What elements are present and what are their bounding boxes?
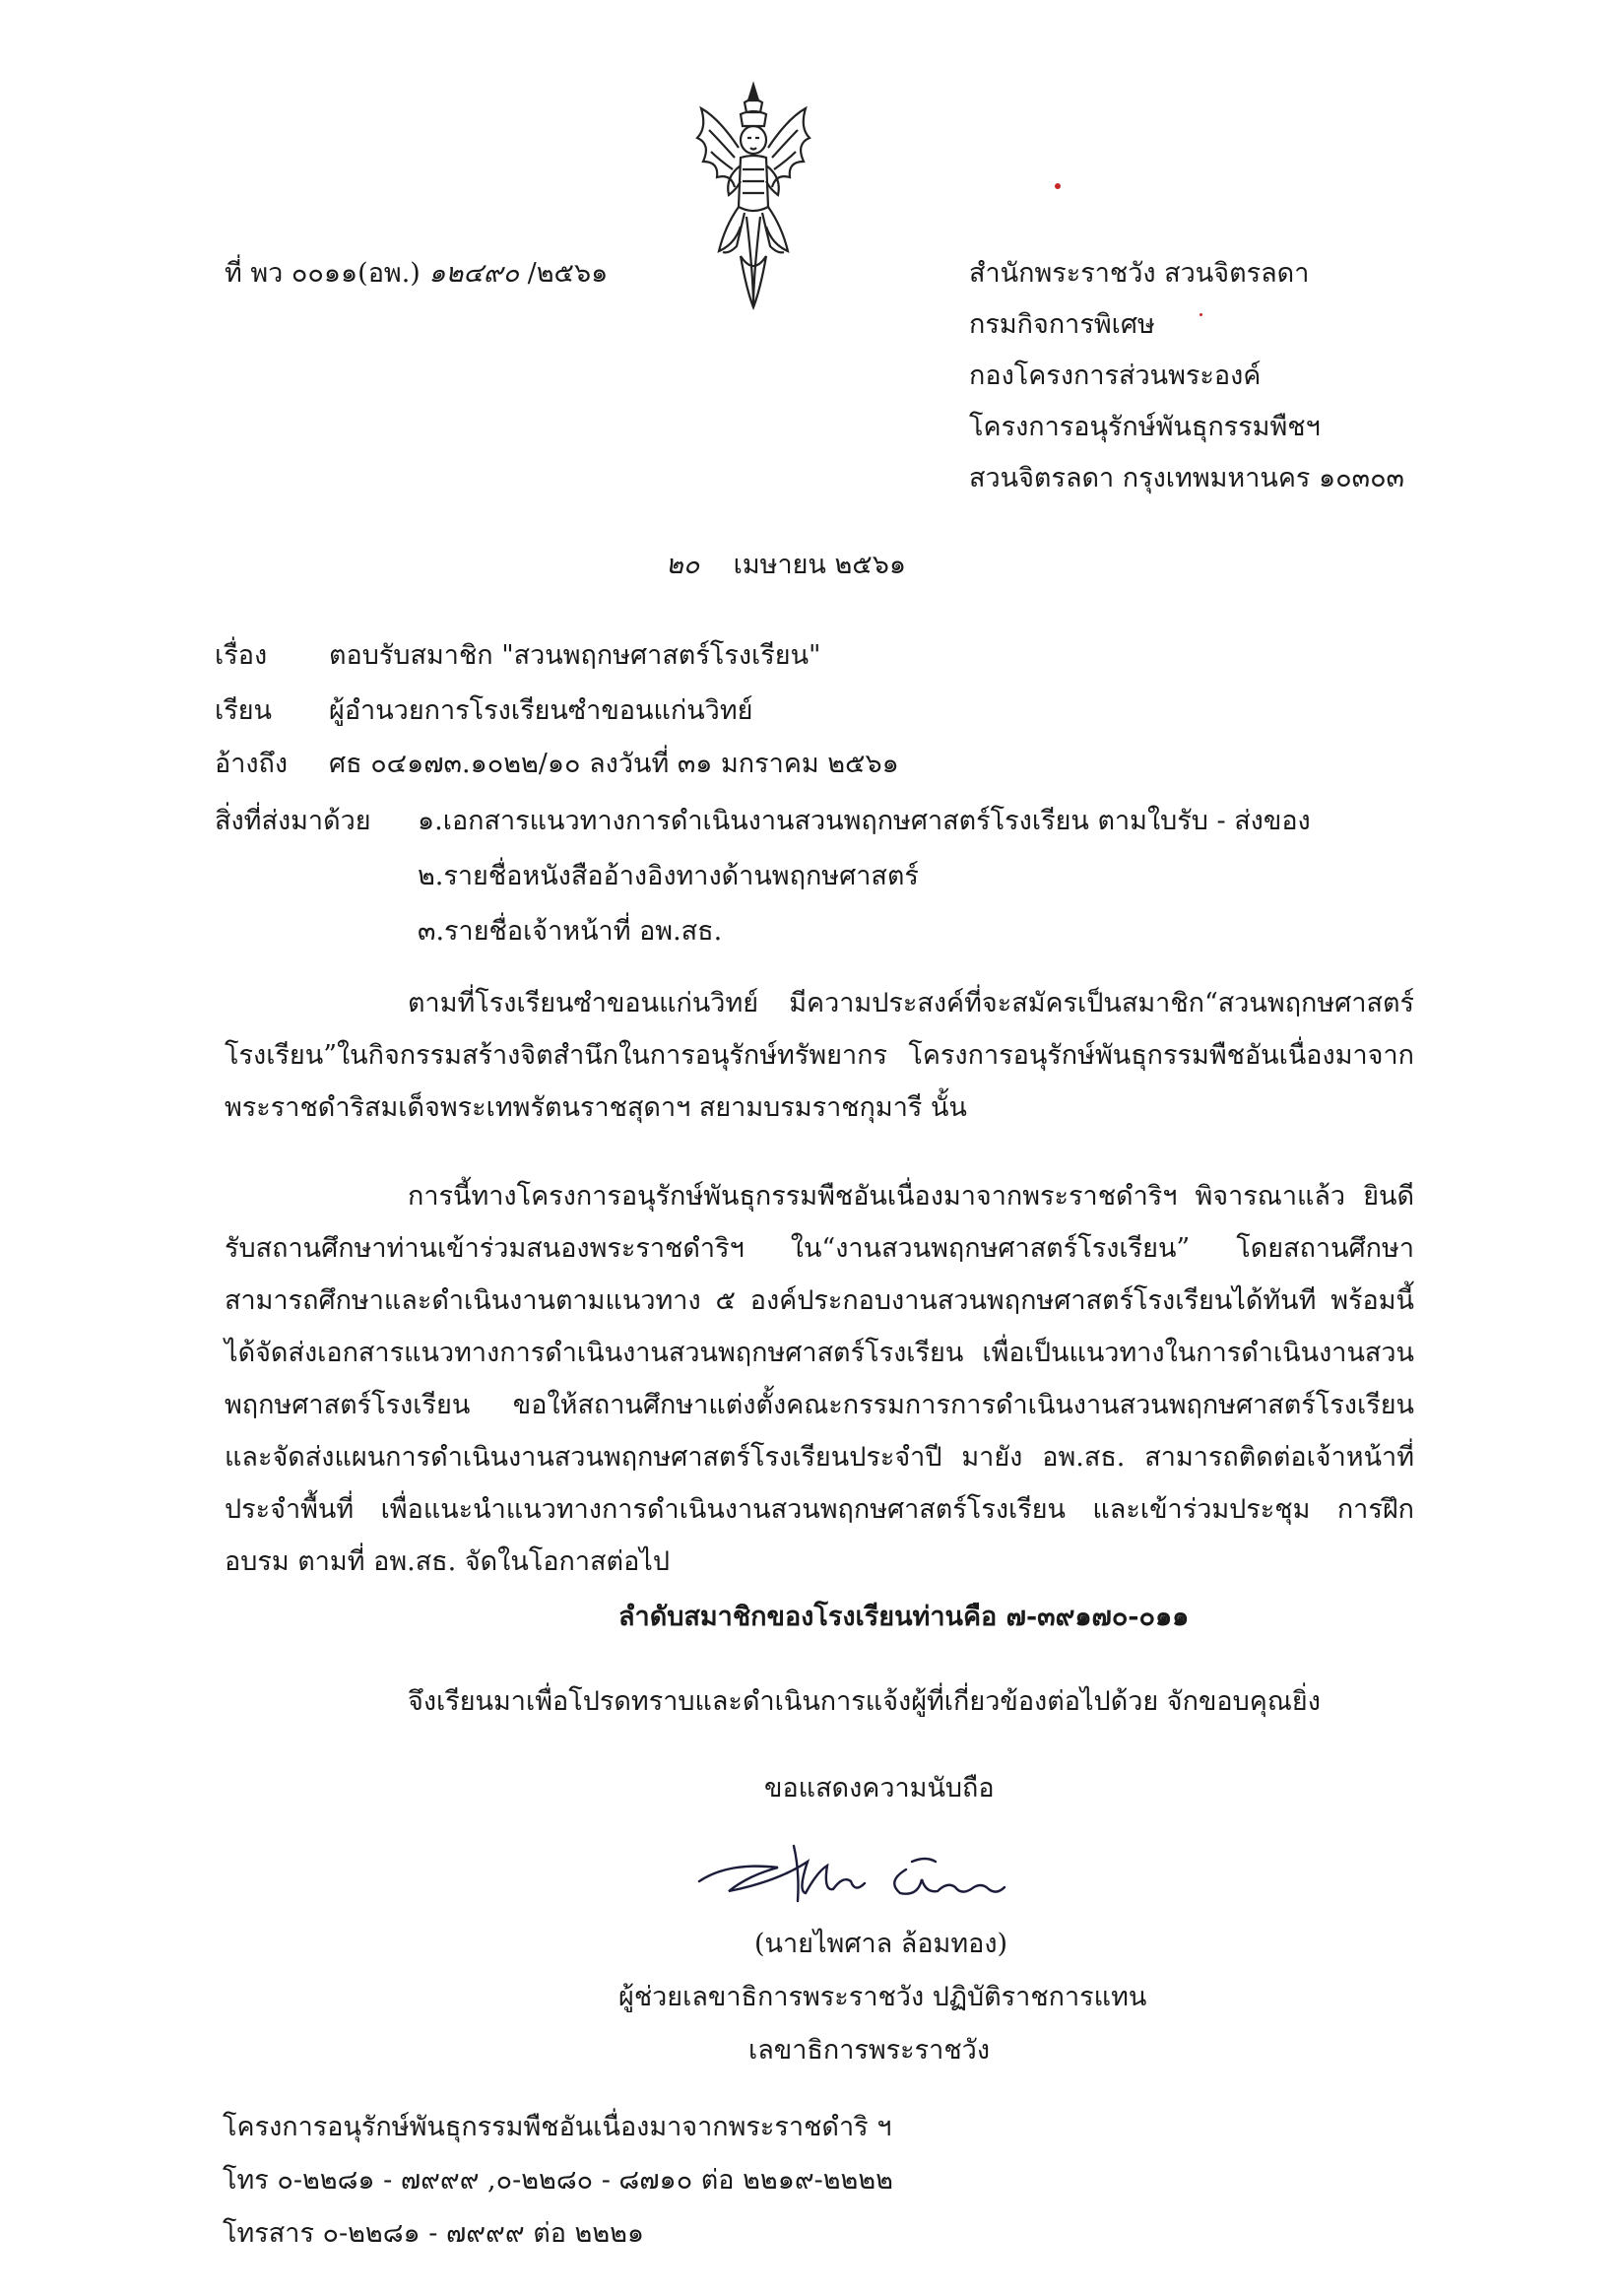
enclosure-item: ๓.รายชื่อเจ้าหน้าที่ อพ.สธ. <box>418 916 723 947</box>
reference-prefix: ที่ พว ๐๐๑๑(อพ.) <box>225 258 421 289</box>
enclosure-label: สิ่งที่ส่งมาด้วย <box>215 806 371 836</box>
letter-date <box>666 550 906 581</box>
reference-number <box>225 258 608 290</box>
enclosure-list <box>418 806 1311 971</box>
handwritten-signature <box>689 1832 1044 1921</box>
footer-fax: โทรสาร ๐-๒๒๘๑ - ๗๙๙๙ ต่อ ๒๒๒๑ <box>223 2218 645 2249</box>
footer-phone: โทร ๐-๒๒๘๑ - ๗๙๙๙ ,๐-๒๒๘๐ - ๘๗๑๐ ต่อ ๒๒๑๙-๒๒๒๒ <box>223 2165 893 2196</box>
subject-row <box>215 640 820 672</box>
office-line: กรมกิจการพิเศษ <box>969 309 1155 340</box>
footer-organization: โครงการอนุรักษ์พันธุกรรมพืชอันเนื่องมาจากพระราชดำริ ฯ <box>223 2112 892 2142</box>
closing-sentence: จึงเรียนมาเพื่อโปรดทราบและดำเนินการแจ้งผู้ที่เกี่ยวข้องต่อไปด้วย จักขอบคุณยิ่ง <box>408 1686 1321 1717</box>
garuda-emblem-icon <box>689 79 817 315</box>
body-paragraph-1: ตามที่โรงเรียนซำขอนแก่นวิทย์ มีความประสงค์ที่จะสมัครเป็นสมาชิก“สวนพฤกษศาสตร์โรงเรียน”ในกิจกรรมสร้างจิตสำนึกในการอนุรักษ์ทรัพยากร โครงการอนุรักษ์พันธุกรรมพืชอันเนื่องมาจากพระราชดำริสมเด็จพระเทพรัตนราชสุดาฯ สยามบรมราชกุมารี นั้น <box>225 988 1414 1123</box>
reference-label: อ้างถึง <box>215 749 289 779</box>
recipient-text: ผู้อำนวยการโรงเรียนซำขอนแก่นวิทย์ <box>329 695 753 726</box>
recipient-label: เรียน <box>215 695 273 726</box>
date-month-year: เมษายน ๒๕๖๑ <box>733 550 906 580</box>
reference-year: /๒๕๖๑ <box>527 258 609 289</box>
subject-label: เรื่อง <box>215 640 268 671</box>
red-speck <box>1055 183 1061 189</box>
office-line: สวนจิตรลดา กรุงเทพมหานคร ๑๐๓๐๓ <box>969 463 1405 493</box>
office-line: โครงการอนุรักษ์พันธุกรรมพืชฯ <box>969 412 1321 442</box>
signatory-title: ผู้ช่วยเลขาธิการพระราชวัง ปฏิบัติราชการแทน <box>618 1982 1147 2012</box>
member-number: ลำดับสมาชิกของโรงเรียนท่านคือ ๗-๓๙๑๗๐-๐๑๑ <box>618 1602 1190 1632</box>
signatory-title: เลขาธิการพระราชวัง <box>748 2035 991 2066</box>
date-day: ๒๐ <box>666 550 700 580</box>
regards: ขอแสดงความนับถือ <box>764 1773 995 1804</box>
reference-row <box>215 749 899 780</box>
office-address <box>969 258 1404 514</box>
office-line: สำนักพระราชวัง สวนจิตรลดา <box>969 258 1310 289</box>
reference-handwritten: ๑๒๔๙๐ <box>428 258 520 289</box>
body-paragraph-2: การนี้ทางโครงการอนุรักษ์พันธุกรรมพืชอันเนื่องมาจากพระราชดำริฯ พิจารณาแล้ว ยินดีรับสถานศึกษาท่านเข้าร่วมสนองพระราชดำริฯ ใน“งานสวนพฤกษศาสตร์โรงเรียน” โดยสถานศึกษาสามารถศึกษาและดำเนินงานตามแนวทาง ๕ องค์ประกอบงานสวนพฤกษศาสตร์โรงเรียนได้ทันที พร้อมนี้ได้จัดส่งเอกสารแนวทางการดำเนินงานสวนพฤกษศาสตร์โรงเรียน เพื่อเป็นแนวทางในการดำเนินงานสวนพฤกษศาสตร์โรงเรียน ขอให้สถานศึกษาแต่งตั้งคณะกรรมการการดำเนินงานสวนพฤกษศาสตร์โรงเรียน และจัดส่งแผนการดำเนินงานสวนพฤกษศาสตร์โรงเรียนประจำปี มายัง อพ.สธ. สามารถติดต่อเจ้าหน้าที่ ประจำพื้นที่ เพื่อแนะนำแนวทางการดำเนินงานสวนพฤกษศาสตร์โรงเรียน และเข้าร่วมประชุม การฝึกอบรม ตามที่ อพ.สธ. จัดในโอกาสต่อไป <box>225 1181 1414 1577</box>
subject-text: ตอบรับสมาชิก "สวนพฤกษศาสตร์โรงเรียน" <box>329 640 821 671</box>
recipient-row <box>215 695 752 727</box>
enclosure-item: ๒.รายชื่อหนังสืออ้างอิงทางด้านพฤกษศาสตร์ <box>418 861 919 891</box>
office-line: กองโครงการส่วนพระองค์ <box>969 361 1262 391</box>
enclosure-item: ๑.เอกสารแนวทางการดำเนินงานสวนพฤกษศาสตร์โรงเรียน ตามใบรับ - ส่งของ <box>418 806 1311 836</box>
signatory-name: (นายไพศาล ล้อมทอง) <box>754 1929 1008 1959</box>
reference-text: ศธ ๐๔๑๗๓.๑๐๒๒/๑๐ ลงวันที่ ๓๑ มกราคม ๒๕๖๑ <box>329 749 899 779</box>
